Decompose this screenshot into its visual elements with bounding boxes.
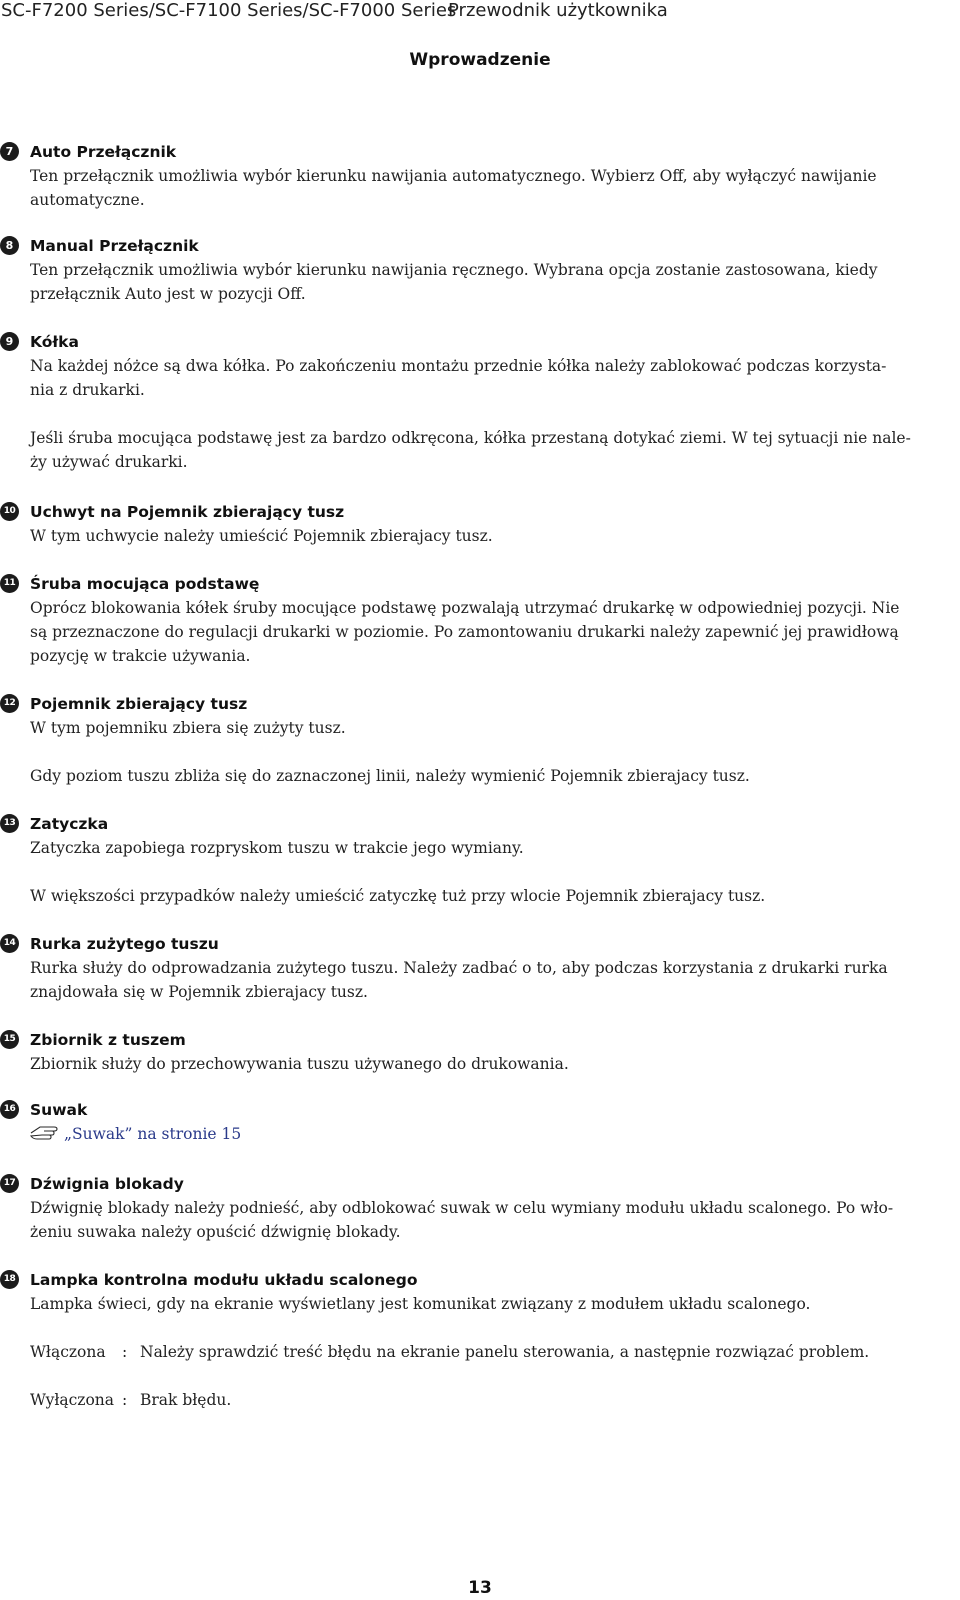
item-number-badge: 15 <box>0 1030 19 1049</box>
item-number-badge: 14 <box>0 934 19 953</box>
page-number: 13 <box>468 1578 492 1598</box>
guide-title: Przewodnik użytkownika <box>448 0 668 21</box>
item-number-badge: 8 <box>0 236 19 255</box>
definition-term: Wyłączona <box>30 1391 115 1409</box>
text-line: Jeśli śruba mocująca podstawę jest za bardzo odkręcona, kółka przestaną dotykać ziemi. W tej sytuacji nie nale- <box>30 429 911 447</box>
text-line: W tym uchwycie należy umieścić Pojemnik zbierajacy tusz. <box>30 527 493 545</box>
item-number-badge: 16 <box>0 1100 19 1119</box>
text-line: Dźwignię blokady należy podnieść, aby odblokować suwak w celu wymiany modułu układu scalonego. Po wło- <box>30 1199 894 1217</box>
item-description <box>30 164 945 212</box>
text-line: przełącznik Auto jest w pozycji Off. <box>30 285 306 303</box>
definition-separator: : <box>122 1391 128 1409</box>
item-description <box>30 354 945 402</box>
text-line: żeniu suwaka należy opuścić dźwignię blokady. <box>30 1223 401 1241</box>
item-number-badge: 18 <box>0 1270 19 1289</box>
printer-model: SC-F7200 Series/SC-F7100 Series/SC-F7000 Series <box>1 0 457 21</box>
text-line: Zbiornik służy do przechowywania tuszu używanego do drukowania. <box>30 1055 569 1073</box>
item-description <box>30 1196 945 1244</box>
item-number-badge: 17 <box>0 1174 19 1193</box>
text-line: Gdy poziom tuszu zbliża się do zaznaczonej linii, należy wymienić Pojemnik zbierajacy tusz. <box>30 767 750 785</box>
text-line: automatyczne. <box>30 191 145 209</box>
text-line: pozycję w trakcie używania. <box>30 647 251 665</box>
text-line: Oprócz blokowania kółek śruby mocujące podstawę pozwalają utrzymać drukarkę w odpowiedniej pozycji. Nie <box>30 599 900 617</box>
definition-description: Brak błędu. <box>140 1391 232 1409</box>
definition-separator: : <box>122 1343 128 1361</box>
item-description <box>30 716 945 740</box>
item-title: Zbiornik z tuszem <box>30 1031 186 1049</box>
item-title: Suwak <box>30 1101 88 1119</box>
text-line: Na każdej nóżce są dwa kółka. Po zakończeniu montażu przednie kółka należy zablokować podczas korzysta- <box>30 357 887 375</box>
text-line: W tym pojemniku zbiera się zużyty tusz. <box>30 719 346 737</box>
item-title: Zatyczka <box>30 815 109 833</box>
item-title: Uchwyt na Pojemnik zbierający tusz <box>30 503 345 521</box>
link-text[interactable]: „Suwak” na stronie 15 <box>64 1125 242 1143</box>
item-title: Śruba mocująca podstawę <box>30 575 260 593</box>
item-title: Lampka kontrolna modułu układu scalonego <box>30 1271 418 1289</box>
item-number-badge: 7 <box>0 142 19 161</box>
item-title: Kółka <box>30 333 79 351</box>
item-description <box>30 258 945 306</box>
text-line: są przeznaczone do regulacji drukarki w poziomie. Po zamontowaniu drukarki należy zapewnić jej prawidłową <box>30 623 899 641</box>
pointing-hand-icon <box>30 1123 64 1147</box>
text-line: nia z drukarki. <box>30 381 145 399</box>
text-line: Ten przełącznik umożliwia wybór kierunku nawijania automatycznego. Wybierz Off, aby wyłączyć nawijanie <box>30 167 877 185</box>
text-line: Rurka służy do odprowadzania zużytego tuszu. Należy zadbać o to, aby podczas korzystania z drukarki rurka <box>30 959 888 977</box>
item-number-badge: 12 <box>0 694 19 713</box>
item-description <box>30 596 945 668</box>
item-title: Rurka zużytego tuszu <box>30 935 219 953</box>
item-number-badge: 11 <box>0 574 19 593</box>
item-title: Dźwignia blokady <box>30 1175 184 1193</box>
definition-description: Należy sprawdzić treść błędu na ekranie panelu sterowania, a następnie rozwiązać problem. <box>140 1343 870 1361</box>
item-number-badge: 9 <box>0 332 19 351</box>
section-title: Wprowadzenie <box>409 50 551 70</box>
item-description <box>30 764 945 788</box>
text-line: Ten przełącznik umożliwia wybór kierunku nawijania ręcznego. Wybrana opcja zostanie zastosowana, kiedy <box>30 261 878 279</box>
item-number-badge: 13 <box>0 814 19 833</box>
item-description <box>30 524 945 548</box>
item-description <box>30 426 945 474</box>
item-description <box>30 884 945 908</box>
item-title: Manual Przełącznik <box>30 237 199 255</box>
item-description <box>30 836 945 860</box>
item-title: Pojemnik zbierający tusz <box>30 695 248 713</box>
text-line: ży używać drukarki. <box>30 453 188 471</box>
definition-term: Włączona <box>30 1343 106 1361</box>
item-description <box>30 956 945 1004</box>
text-line: Zatyczka zapobiega rozpryskom tuszu w trakcie jego wymiany. <box>30 839 524 857</box>
item-description <box>30 1292 945 1316</box>
item-title: Auto Przełącznik <box>30 143 177 161</box>
item-description <box>30 1052 945 1076</box>
text-line: W większości przypadków należy umieścić zatyczkę tuż przy wlocie Pojemnik zbierajacy tusz. <box>30 887 766 905</box>
item-number-badge: 10 <box>0 502 19 521</box>
text-line: znajdowała się w Pojemnik zbierajacy tusz. <box>30 983 368 1001</box>
cross-reference-link[interactable] <box>30 1122 241 1147</box>
text-line: Lampka świeci, gdy na ekranie wyświetlany jest komunikat związany z modułem układu scalonego. <box>30 1295 811 1313</box>
